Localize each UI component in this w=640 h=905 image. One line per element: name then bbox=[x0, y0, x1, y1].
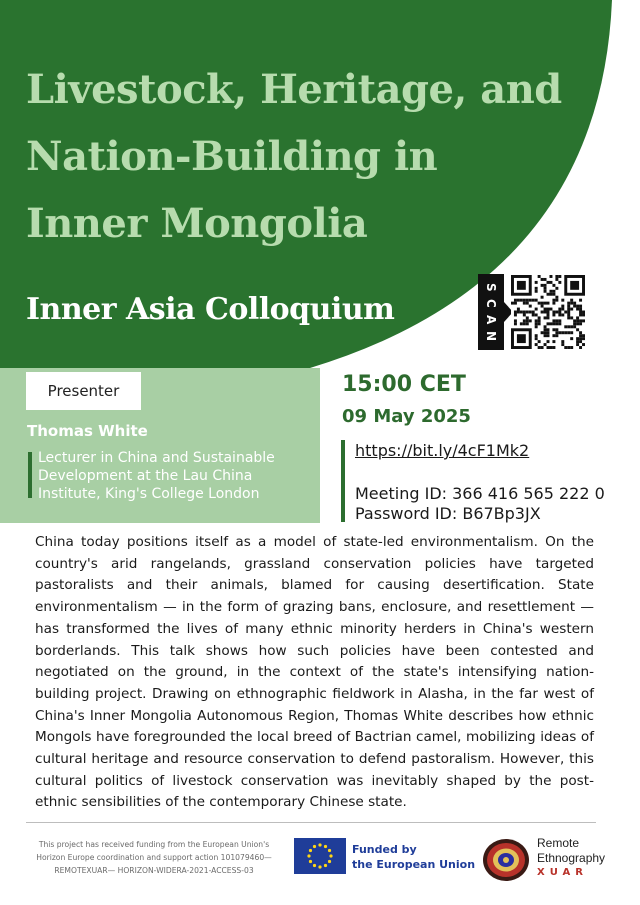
project-name bbox=[537, 836, 605, 866]
event-time: 15:00 CET bbox=[342, 372, 466, 397]
scan-letter: C bbox=[483, 298, 498, 308]
scan-letter: N bbox=[483, 330, 498, 342]
event-date: 09 May 2025 bbox=[342, 406, 471, 427]
project-line: Ethnography bbox=[537, 851, 606, 865]
scan-label bbox=[478, 274, 504, 350]
eu-label-line: Funded by bbox=[352, 843, 417, 856]
presenter-affiliation: Lecturer in China and Sustainable Development at the Lau China Institute, King's College London bbox=[38, 450, 275, 502]
funding-line: This project has received funding from the European Union's bbox=[38, 840, 270, 849]
funding-line: Horizon Europe coordination and support action 101079460— bbox=[36, 853, 272, 862]
footer-divider bbox=[26, 822, 596, 823]
scan-text bbox=[483, 280, 498, 344]
presenter-name: Thomas White bbox=[27, 422, 148, 440]
meeting-link[interactable]: https://bit.ly/4cF1Mk2 bbox=[355, 441, 530, 460]
presenter-tag: Presenter bbox=[26, 372, 141, 410]
abstract-text: China today positions itself as a model of state-led environmentalism. On the country's arid rangelands, grassland conservation policies have targeted pastoralists and their animals, blamed for causing desertification. State environmentalism — in the form of grazing bans, enclosure, and resettlement — has transformed the lives of many ethnic minority herders in China's western borderlands. This talk shows how such policies have been contested and negotiated on the ground, in the context of the state's intensifying nation-building project. Drawing on ethnographic fieldwork in Alasha, in the far west of China's Inner Mongolia Autonomous Region, Thomas White describes how ethnic Mongols have foregrounded the local breed of Bactrian camel, mobilizing ideas of cultural heritage and resource conservation to defend pastoralism. However, this cultural politics of livestock conservation was inevitably shaped by the post-ethnic sensibilities of the contemporary Chinese state. bbox=[35, 534, 594, 811]
scan-letter: A bbox=[483, 314, 498, 325]
project-line: Remote bbox=[537, 836, 580, 850]
meeting-id: Meeting ID: 366 416 565 222 0 bbox=[355, 484, 605, 503]
series-subtitle: Inner Asia Colloquium bbox=[26, 292, 395, 327]
scan-letter: S bbox=[483, 282, 498, 292]
eu-funded-label bbox=[352, 842, 475, 872]
title-line: Nation-Building in bbox=[26, 133, 438, 180]
eu-label-line: the European Union bbox=[352, 858, 476, 871]
title-line: Inner Mongolia bbox=[26, 200, 368, 247]
meeting-password: Password ID: B67Bp3JX bbox=[355, 504, 541, 523]
funding-line: REMOTEXUAR— HORIZON-WIDERA-2021-ACCESS-03 bbox=[54, 866, 254, 875]
meeting-details bbox=[355, 484, 605, 524]
info-bar bbox=[341, 440, 345, 522]
affiliation-bar bbox=[28, 452, 32, 498]
title-line: Livestock, Heritage, and bbox=[26, 66, 562, 113]
funding-statement bbox=[18, 838, 290, 877]
project-emblem-icon bbox=[482, 838, 530, 882]
eu-flag-icon bbox=[294, 838, 346, 874]
qr-code[interactable] bbox=[511, 275, 585, 349]
poster-title bbox=[26, 56, 566, 257]
project-region: XUAR bbox=[537, 867, 588, 878]
